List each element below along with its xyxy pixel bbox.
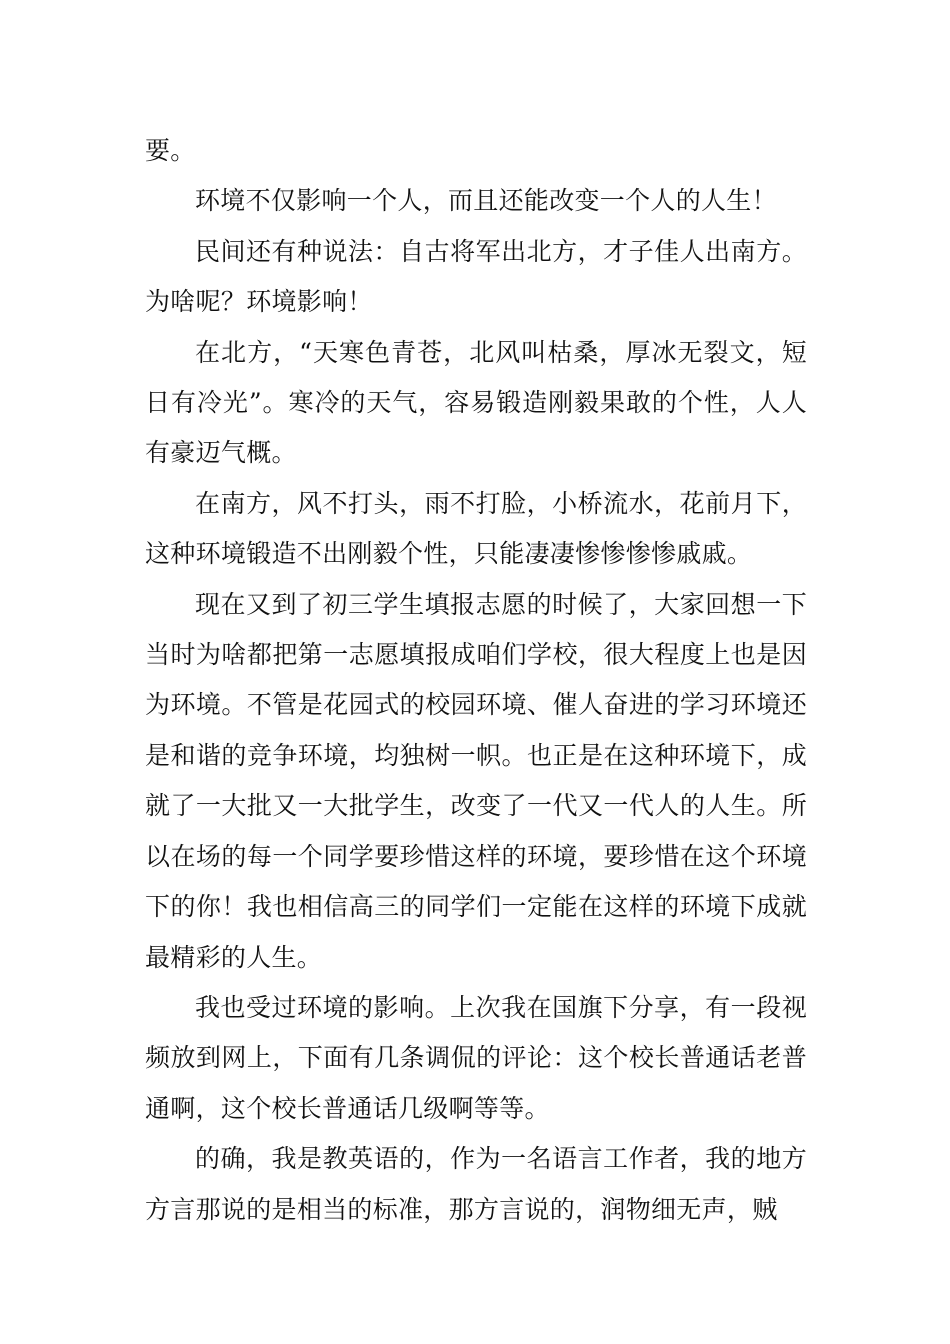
paragraph-5: 在南方，风不打头，雨不打脸，小桥流水，花前月下，这种环境锻造不出刚毅个性，只能凄凄惨惨惨惨戚戚。 xyxy=(145,488,807,569)
paragraph-7: 我也受过环境的影响。上次我在国旗下分享，有一段视频放到网上，下面有几条调侃的评论：这个校长普通话老普通啊，这个校长普通话几级啊等等。 xyxy=(145,992,807,1123)
paragraph-2: 环境不仅影响一个人，而且还能改变一个人的人生！ xyxy=(195,186,777,216)
body-text xyxy=(145,126,807,1235)
paragraph-6: 现在又到了初三学生填报志愿的时候了，大家回想一下当时为啥都把第一志愿填报成咱们学校，很大程度上也是因为环境。不管是花园式的校园环境、催人奋进的学习环境还是和谐的竞争环境，均独树一帜。也正是在这种环境下，成就了一大批又一大批学生，改变了一代又一代人的人生。所以在场的每一个同学要珍惜这样的环境，要珍惜在这个环境下的你！我也相信高三的同学们一定能在这样的环境下成就最精彩的人生。 xyxy=(145,589,807,972)
paragraph-1: 要。 xyxy=(145,136,196,165)
paragraph-3: 民间还有种说法：自古将军出北方，才子佳人出南方。为啥呢？环境影响！ xyxy=(145,236,807,317)
paragraph-8: 的确，我是教英语的，作为一名语言工作者，我的地方方言那说的是相当的标准，那方言说的，润物细无声，贼 xyxy=(145,1144,807,1224)
paragraph-4: 在北方，“天寒色青苍，北风叫枯桑，厚冰无裂文，短日有冷光”。寒冷的天气，容易锻造刚毅果敢的个性，人人有豪迈气概。 xyxy=(145,337,807,468)
